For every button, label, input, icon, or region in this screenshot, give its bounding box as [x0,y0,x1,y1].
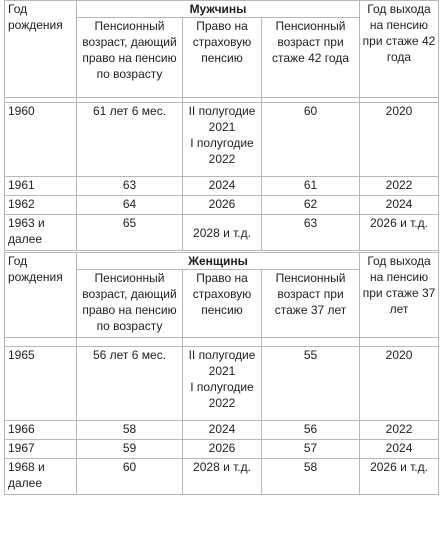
birth-year: 1967 [5,440,77,459]
exit-year: 2026 и т.д. [360,215,439,251]
pension-age-long-service: 63 [262,215,360,251]
table-row [5,421,439,440]
insurance-line: I полугодие 2022 [190,136,254,166]
exit-year: 2024 [360,196,439,215]
pension-age: 65 [77,215,183,251]
insurance-right: 2028 и т.д. [183,459,262,495]
spacer-cell [360,338,439,347]
table-row [5,347,439,421]
pension-age-long-service: 61 [262,177,360,196]
birth-year: 1960 [5,103,77,177]
pension-age-long-service: 56 [262,421,360,440]
birth-year: 1965 [5,347,77,421]
pension-age-long-service: 58 [262,459,360,495]
birth-year: 1961 [5,177,77,196]
exit-year: 2020 [360,103,439,177]
pension-age: 60 [77,459,183,495]
men-table [4,0,439,251]
pension-age-tables [4,0,438,498]
spacer-cell [5,338,77,347]
men-col-year-header: Год рождения [5,1,77,98]
insurance-right: 2026 [183,196,262,215]
pension-age-long-service: 57 [262,440,360,459]
men-section-title: Мужчины [77,1,360,18]
pension-age: 63 [77,177,183,196]
birth-year: 1966 [5,421,77,440]
exit-year: 2024 [360,440,439,459]
men-col-age-header: Пенсионный возраст, дающий право на пенсию по возрасту [77,18,183,98]
insurance-line: II полугодие 2021 [188,348,256,378]
birth-year: 1962 [5,196,77,215]
table-row [5,459,439,495]
table-row [5,103,439,177]
spacer-cell [183,338,262,347]
insurance-right: 2028 и т.д. [183,215,262,251]
insurance-right: 2024 [183,421,262,440]
table-row [5,177,439,196]
women-table [4,252,439,495]
insurance-right [183,347,262,421]
men-col-exit-header: Год выхода на пенсию при стаже 42 года [360,1,439,98]
insurance-right [183,103,262,177]
pension-age: 58 [77,421,183,440]
insurance-right: 2026 [183,440,262,459]
insurance-line: I полугодие 2022 [190,380,254,410]
women-col-insurance-header: Право на страховую пенсию [183,270,262,338]
women-col-year-header: Год рождения [5,253,77,338]
table-row [5,196,439,215]
insurance-right: 2024 [183,177,262,196]
pension-age-long-service: 62 [262,196,360,215]
women-section-title: Женщины [77,253,360,270]
exit-year: 2026 и т.д. [360,459,439,495]
spacer-cell [262,338,360,347]
table-row [5,215,439,251]
insurance-line: II полугодие 2021 [188,104,256,134]
pension-age: 64 [77,196,183,215]
pension-age: 56 лет 6 мес. [77,347,183,421]
exit-year: 2022 [360,421,439,440]
men-col-age42-header: Пенсионный возраст при стаже 42 года [262,18,360,98]
exit-year: 2022 [360,177,439,196]
women-col-age-header: Пенсионный возраст, дающий право на пенсию по возрасту [77,270,183,338]
birth-year: 1968 и далее [5,459,77,495]
men-col-insurance-header: Право на страховую пенсию [183,18,262,98]
exit-year: 2020 [360,347,439,421]
pension-age-long-service: 55 [262,347,360,421]
women-col-exit-header: Год выхода на пенсию при стаже 37 лет [360,253,439,338]
pension-age: 59 [77,440,183,459]
pension-age-long-service: 60 [262,103,360,177]
spacer-cell [77,338,183,347]
birth-year: 1963 и далее [5,215,77,251]
pension-age: 61 лет 6 мес. [77,103,183,177]
women-col-age37-header: Пенсионный возраст при стаже 37 лет [262,270,360,338]
table-row [5,440,439,459]
